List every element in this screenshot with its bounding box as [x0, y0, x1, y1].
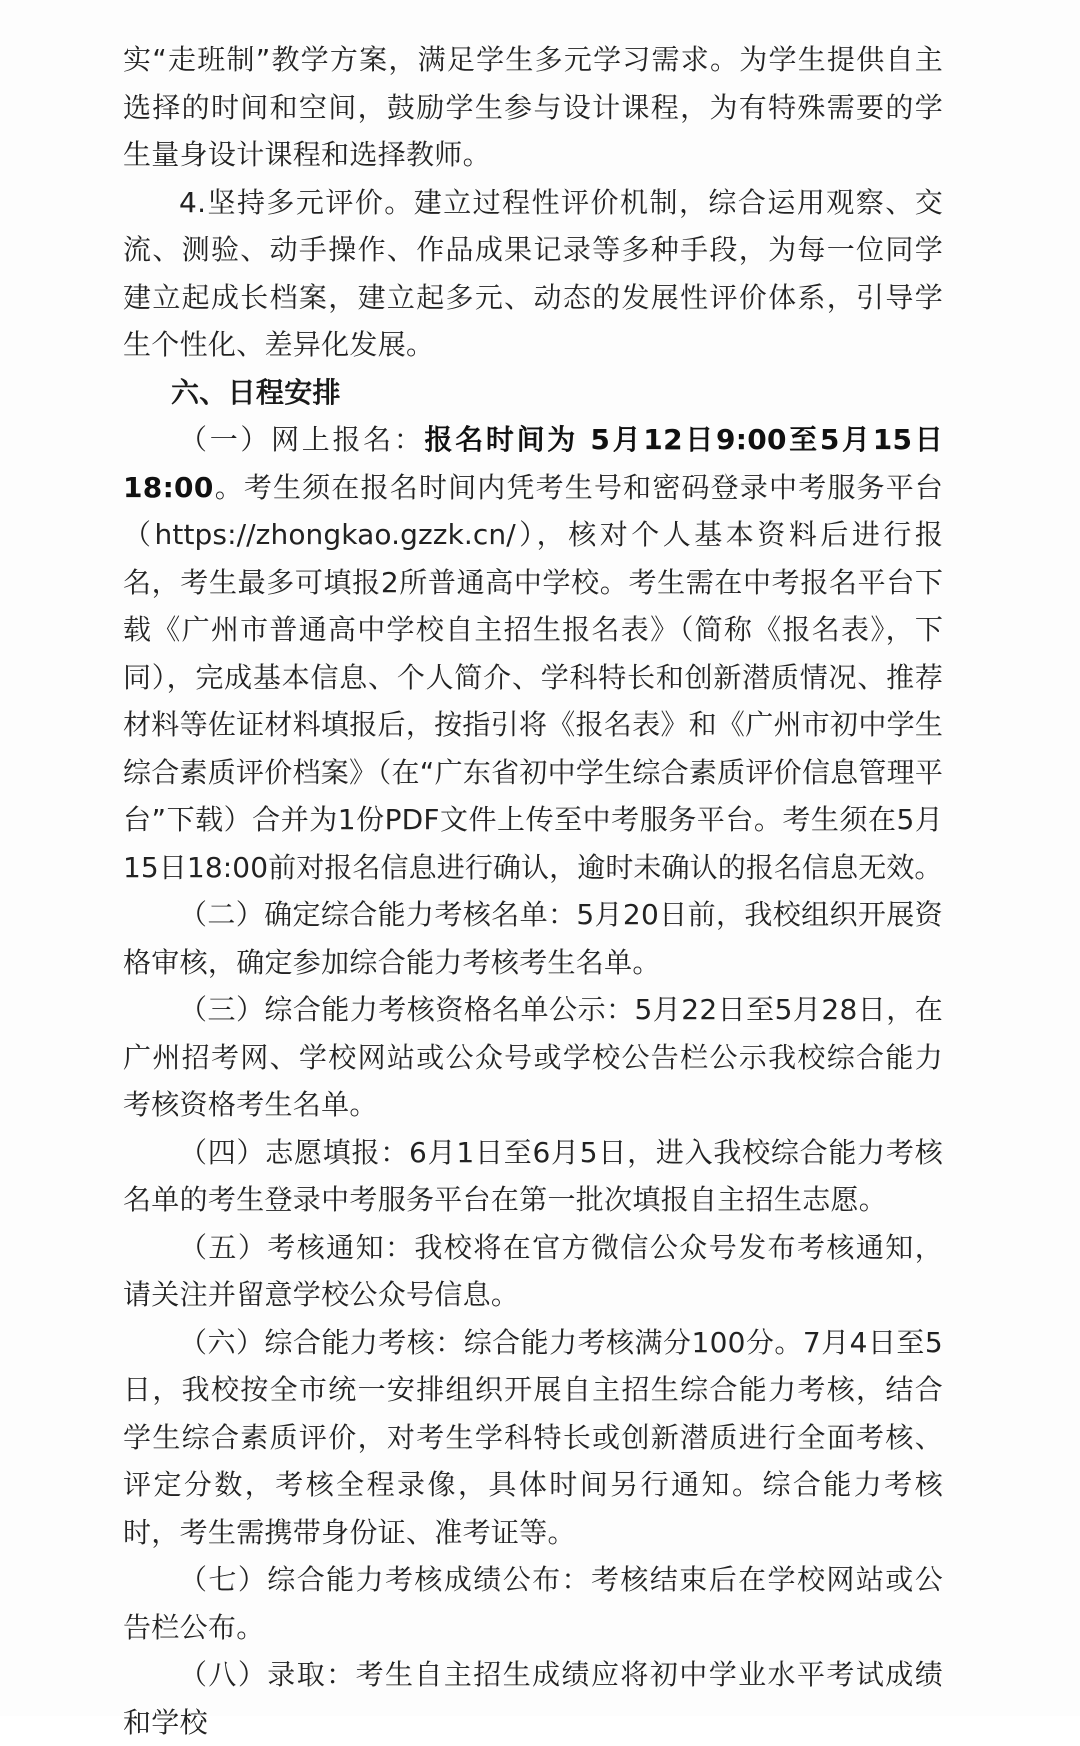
paragraph-evaluation: 4.坚持多元评价。建立过程性评价机制，综合运用观察、交流、测验、动手操作、作品成果记录等多种手段，为每一位同学建立起成长档案，建立起多元、动态的发展性评价体系，引导学生个性化、差异化发展。 [123, 185, 943, 361]
paragraph-course-plan: 实“走班制”教学方案，满足学生多元学习需求。为学生提供自主选择的时间和空间，鼓励学生参与设计课程，为有特殊需要的学生量身设计课程和选择教师。 [123, 43, 943, 171]
registration-details: 。考生须在报名时间内凭考生号和密码登录中考服务平台（https://zhongkao.gzzk.cn/），核对个人基本资料后进行报名，考生最多可填报2所普通高中学校。考生需在中考报名平台下载《广州市普通高中学校自主招生报名表》（简称《报名表》，下同），完成基本信息、个人简介、学科特长和创新潜质情况、推荐材料等佐证材料填报后，按指引将《报名表》和《广州市初中学生综合素质评价档案》（在“广东省初中学生综合素质评价信息管理平台”下载）合并为1份PDF文件上传至中考服务平台。考生须在5月15日18:00前对报名信息进行确认，逾时未确认的报名信息无效。 [123, 470, 943, 884]
paragraph-confirm-list: （二）确定综合能力考核名单：5月20日前，我校组织开展资格审核，确定参加综合能力考核考生名单。 [123, 898, 943, 979]
paragraph-online-registration [123, 416, 943, 891]
paragraph-results: （七）综合能力考核成绩公布：考核结束后在学校网站或公告栏公布。 [123, 1563, 943, 1644]
registration-label: （一）网上报名： [179, 423, 425, 456]
registration-time: 报名时间为 5月12日9:00至5月15日18:00 [123, 423, 943, 504]
paragraph-publicity: （三）综合能力考核资格名单公示：5月22日至5月28日，在广州招考网、学校网站或公众号或学校公告栏公示我校综合能力考核资格考生名单。 [123, 993, 943, 1121]
paragraph-admission: （八）录取：考生自主招生成绩应将初中学业水平考试成绩和学校 [123, 1658, 943, 1739]
paragraph-assessment: （六）综合能力考核：综合能力考核满分100分。7月4日至5日，我校按全市统一安排组织开展自主招生综合能力考核，结合学生综合素质评价，对考生学科特长或创新潜质进行全面考核、评定分数，考核全程录像，具体时间另行通知。综合能力考核时，考生需携带身份证、准考证等。 [123, 1325, 943, 1549]
document-body [123, 36, 943, 1746]
section-heading-schedule: 六、日程安排 [171, 375, 341, 409]
paragraph-notice: （五）考核通知：我校将在官方微信公众号发布考核通知，请关注并留意学校公众号信息。 [123, 1230, 943, 1311]
paragraph-application: （四）志愿填报：6月1日至6月5日，进入我校综合能力考核名单的考生登录中考服务平台在第一批次填报自主招生志愿。 [123, 1135, 943, 1216]
